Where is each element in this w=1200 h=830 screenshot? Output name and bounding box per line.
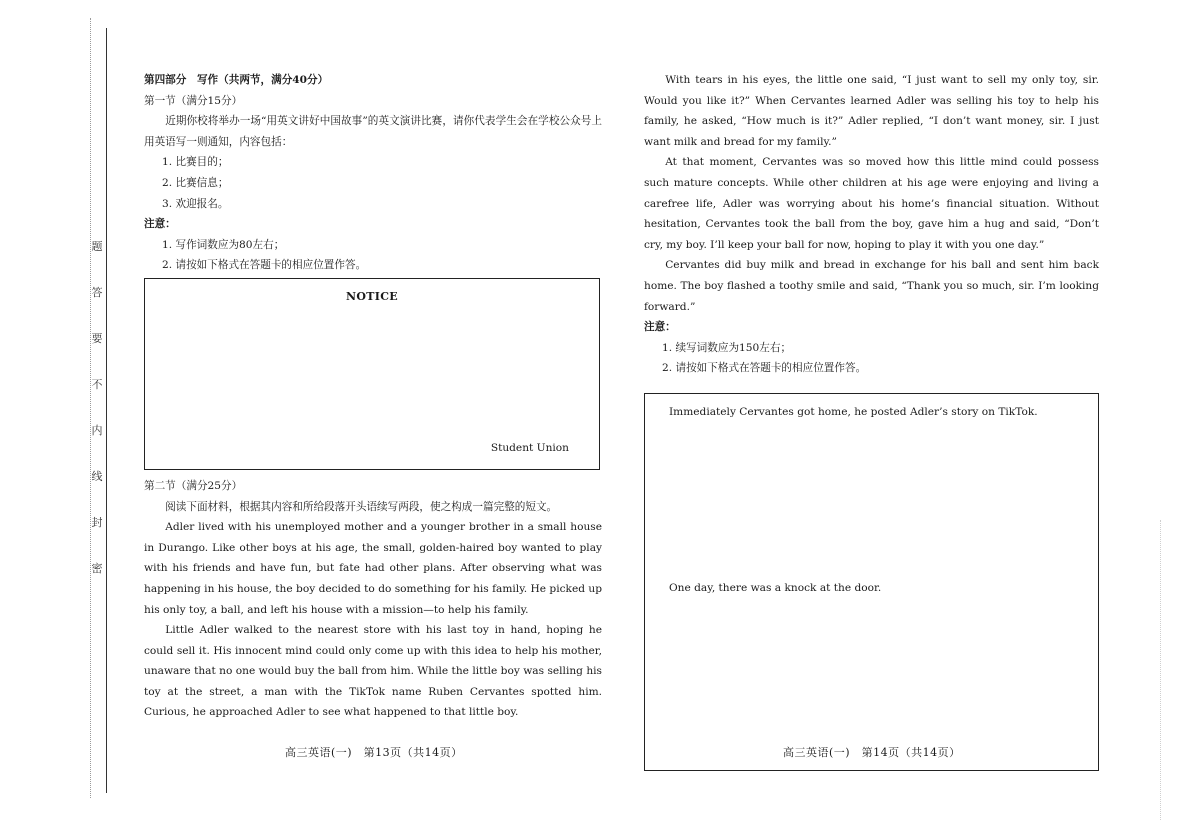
paragraph-opening-2: One day, there was a knock at the door. xyxy=(669,581,882,594)
margin-char: 不 xyxy=(91,378,103,391)
margin-char: 密 xyxy=(91,562,103,575)
section1-item: 1. 比赛目的； xyxy=(162,156,229,169)
margin-char: 题 xyxy=(91,240,103,253)
notice-answer-box xyxy=(144,278,600,470)
notice-signature: Student Union xyxy=(490,442,569,455)
note-label: 注意： xyxy=(644,321,676,334)
margin-char: 封 xyxy=(91,516,103,529)
scan-speckle xyxy=(1160,520,1169,820)
margin-char: 要 xyxy=(91,332,103,345)
left-page xyxy=(144,70,602,723)
paragraph-opening-1: Immediately Cervantes got home, he posted Adler’s story on TikTok. xyxy=(669,405,1038,418)
story-paragraph: Cervantes did buy milk and bread in exchange for his ball and sent him back home. The boy flashed a toothy smile and said, “Thank you so much, sir. I’m looking forward.” xyxy=(644,259,1099,313)
story-paragraph: Adler lived with his unemployed mother and a younger brother in a small house in Durango. Like other boys at his age, the small, golden-haired boy wanted to play with his friends and have fun, but fate had other plans. After observing what was happening in his house, the boy decided to do something for his family. He picked up his only toy, a ball, and left his house with a mission—to help his family. xyxy=(144,521,602,616)
page-footer-left: 高三英语(一) 第13页（共14页） xyxy=(285,746,463,759)
note-label: 注意： xyxy=(144,218,176,231)
section2-prompt: 阅读下面材料，根据其内容和所给段落开头语续写两段，使之构成一篇完整的短文。 xyxy=(165,500,558,513)
note-item: 2. 请按如下格式在答题卡的相应位置作答。 xyxy=(662,362,867,375)
binding-dotted-edge xyxy=(90,18,91,798)
section2-title: 第二节（满分25分） xyxy=(144,479,243,492)
continuation-answer-box xyxy=(644,393,1099,771)
right-page xyxy=(644,70,1099,771)
section1-title: 第一节（满分15分） xyxy=(144,94,243,107)
story-paragraph: At that moment, Cervantes was so moved how this little mind could possess such mature concepts. While other children at his age were enjoying and living a carefree life, Adler was worrying about his home’s financial situation. Without hesitation, Cervantes took the ball from the boy, gave him a hug and said, “Don’t cry, my boy. I’ll keep your ball for now, hoping to play it with you one day.” xyxy=(644,156,1099,251)
section1-prompt: 近期你校将举办一场“用英文讲好中国故事”的英文演讲比赛，请你代表学生会在学校公众号上用英语写一则通知，内容包括： xyxy=(144,115,602,148)
section1-item: 2. 比赛信息； xyxy=(162,176,229,189)
note-item: 1. 续写词数应为150左右； xyxy=(662,341,792,354)
notice-title: NOTICE xyxy=(346,289,398,303)
story-paragraph: With tears in his eyes, the little one said, “I just want to sell my only toy, sir. Would you like it?” When Cervantes learned Adler was selling his toy to help his family, he asked, “How much is it?” Adler replied, “I don’t want money, sir. I just want milk and bread for my family.” xyxy=(644,74,1099,148)
part-title: 第四部分 写作（共两节，满分40分） xyxy=(144,74,329,86)
note-item: 1. 写作词数应为80左右； xyxy=(162,238,285,251)
page-footer-right: 高三英语(一) 第14页（共14页） xyxy=(783,746,961,759)
binding-line xyxy=(106,28,107,793)
margin-char: 内 xyxy=(91,424,103,437)
note-item: 2. 请按如下格式在答题卡的相应位置作答。 xyxy=(162,259,367,272)
section1-item: 3. 欢迎报名。 xyxy=(162,197,229,210)
margin-char: 答 xyxy=(91,286,103,299)
margin-char: 线 xyxy=(91,470,103,483)
story-paragraph: Little Adler walked to the nearest store with his last toy in hand, hoping he could sell it. His innocent mind could only come up with this idea to help his mother, unaware that no one would buy the ball from him. While the little boy was selling his toy at the street, a man with the TikTok name Ruben Cervantes spotted him. Curious, he approached Adler to see what happened to that little boy. xyxy=(144,624,602,719)
